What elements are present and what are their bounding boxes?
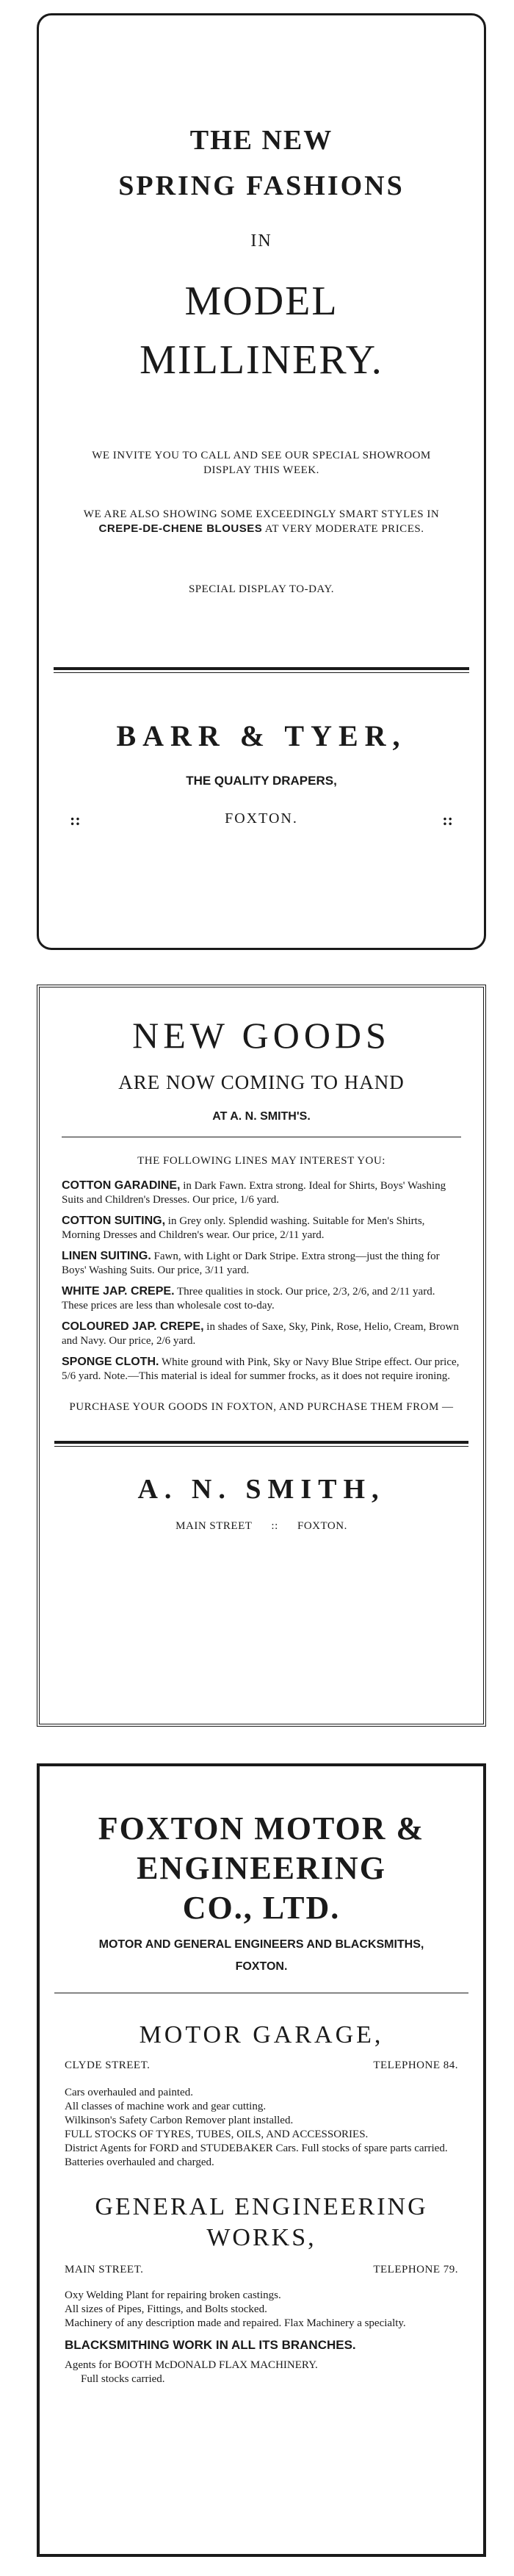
company-name-line-2: ENGINEERING [137,1850,386,1886]
goods-item [62,1179,461,1207]
smith-place: FOXTON. [297,1520,347,1532]
goods-item-text: White ground with Pink, Sky or Navy Blue Stripe effect. Our price, 5/6 yard. Note.—This material is ideal for summer frocks, as it does not require ironing. [62,1356,460,1382]
garage-title: MOTOR GARAGE, [139,2021,384,2048]
garage-services [65,2086,458,2170]
works-phone: TELEPHONE 79. [373,2264,458,2275]
service-line: FULL STOCKS OF TYRES, TUBES, OILS, AND ACCESSORIES. [65,2129,369,2140]
goods-item [62,1320,461,1348]
blacksmithing-line: BLACKSMITHING WORK IN ALL ITS BRANCHES. [65,2338,356,2352]
works-address-row [65,2262,458,2277]
headline-model: MODEL [184,278,339,324]
divider-rule [54,1441,468,1447]
special-display-text: SPECIAL DISPLAY TO-DAY. [188,583,335,595]
invite-text: WE INVITE YOU TO CALL AND SEE OUR SPECIAL SHOWROOM DISPLAY THIS WEEK. [92,450,431,476]
company-name [40,1809,483,1928]
ornament-left: :: [70,810,81,829]
company-name-line-3: CO., LTD. [182,1890,341,1926]
service-line: All sizes of Pipes, Fittings, and Bolts stocked. [65,2303,267,2315]
new-goods-title: NEW GOODS [132,1015,391,1056]
barr-tyer-advert [37,13,486,950]
service-line: Oxy Welding Plant for repairing broken castings. [65,2289,281,2301]
service-line: All classes of machine work and gear cutting. [65,2101,267,2112]
goods-item-name: COTTON GARADINE, [62,1179,181,1192]
garage-address-row [65,2058,458,2073]
company-place: FOXTON. [235,1960,288,1973]
goods-item-name: COTTON SUITING, [62,1215,166,1227]
headline-the-new: THE NEW [189,125,333,156]
blouses-bold: CREPE-DE-CHENE BLOUSES [98,522,263,535]
goods-item [62,1355,461,1384]
works-title-line-2: WORKS, [206,2224,316,2251]
works-title [40,2192,483,2253]
blouses-suffix: AT VERY MODERATE PRICES. [264,523,424,535]
agents-line: Agents for BOOTH McDONALD FLAX MACHINERY. [65,2359,318,2371]
goods-item-text: in shades of Saxe, Sky, Pink, Rose, Helio, Cream, Brown and Navy. Our price, 2/6 yard. [62,1321,459,1347]
goods-item-text: Three qualities in stock. Our price, 2/3, 2/6, and 2/11 yard. These prices are less than wholesale cost to-day. [62,1286,435,1312]
headline-in: IN [250,231,272,251]
goods-item-name: SPONGE CLOTH. [62,1356,159,1368]
full-stocks-line: Full stocks carried. [81,2373,165,2385]
lines-intro: THE FOLLOWING LINES MAY INTEREST YOU: [137,1155,386,1167]
works-street: MAIN STREET. [65,2264,144,2275]
blouses-text [83,507,440,536]
goods-item-text: in Grey only. Splendid washing. Suitable for Men's Shirts, Morning Dresses and Children's wear. Our price, 2/11 yard. [62,1215,425,1241]
works-title-line-1: GENERAL ENGINEERING [95,2193,428,2220]
goods-item-name: COLOURED JAP. CREPE, [62,1320,204,1333]
smith-advert [37,985,486,1727]
smith-street: MAIN STREET [175,1520,253,1532]
works-services [65,2289,458,2331]
goods-item-name: WHITE JAP. CREPE. [62,1285,175,1298]
headline-spring-fashions: SPRING FASHIONS [118,170,405,201]
service-line: Wilkinson's Safety Carbon Remover plant installed. [65,2115,294,2126]
goods-item [62,1214,461,1242]
firm-name: BARR & TYER, [116,719,407,752]
goods-list [62,1179,461,1384]
tagline: THE QUALITY DRAPERS, [186,774,337,788]
garage-phone: TELEPHONE 84. [373,2059,458,2071]
service-line: Batteries overhauled and charged. [65,2156,214,2168]
garage-street: CLYDE STREET. [65,2059,151,2071]
smith-name: A. N. SMITH, [137,1474,386,1505]
smith-address [40,1519,483,1533]
goods-item-text: in Dark Fawn. Extra strong. Ideal for Shirts, Boys' Washing Suits and Children's Dresses. Our price, 1/6 yard. [62,1180,446,1206]
place-foxton: FOXTON. [225,810,298,827]
service-line: Machinery of any description made and repaired. Flax Machinery a specialty. [65,2317,406,2329]
service-line: Cars overhauled and painted. [65,2087,193,2098]
place-row [70,810,453,830]
goods-item-text: Fawn, with Light or Dark Stripe. Extra strong—just the thing for Boys' Washing Suits. Our price, 3/11 yard. [62,1251,440,1276]
headline-millinery: MILLINERY. [140,337,383,383]
purchase-text: PURCHASE YOUR GOODS IN FOXTON, AND PURCHASE THEM FROM — [69,1401,454,1413]
address-separator: :: [271,1520,278,1532]
goods-item [62,1284,461,1313]
goods-item-name: LINEN SUITING. [62,1250,151,1262]
foxton-motor-advert [37,1763,486,2557]
company-subtitle: MOTOR AND GENERAL ENGINEERS AND BLACKSMITHS, [98,1938,424,1951]
at-smiths: AT A. N. SMITH'S. [212,1110,311,1123]
service-line: District Agents for FORD and STUDEBAKER Cars. Full stocks of spare parts carried. [65,2143,448,2154]
divider-rule [54,667,469,673]
ornament-right: :: [442,810,453,829]
coming-to-hand: ARE NOW COMING TO HAND [118,1071,405,1093]
blouses-prefix: WE ARE ALSO SHOWING SOME EXCEEDINGLY SMART STYLES IN [83,508,440,520]
goods-item [62,1249,461,1278]
company-name-line-1: FOXTON MOTOR & [98,1810,425,1846]
